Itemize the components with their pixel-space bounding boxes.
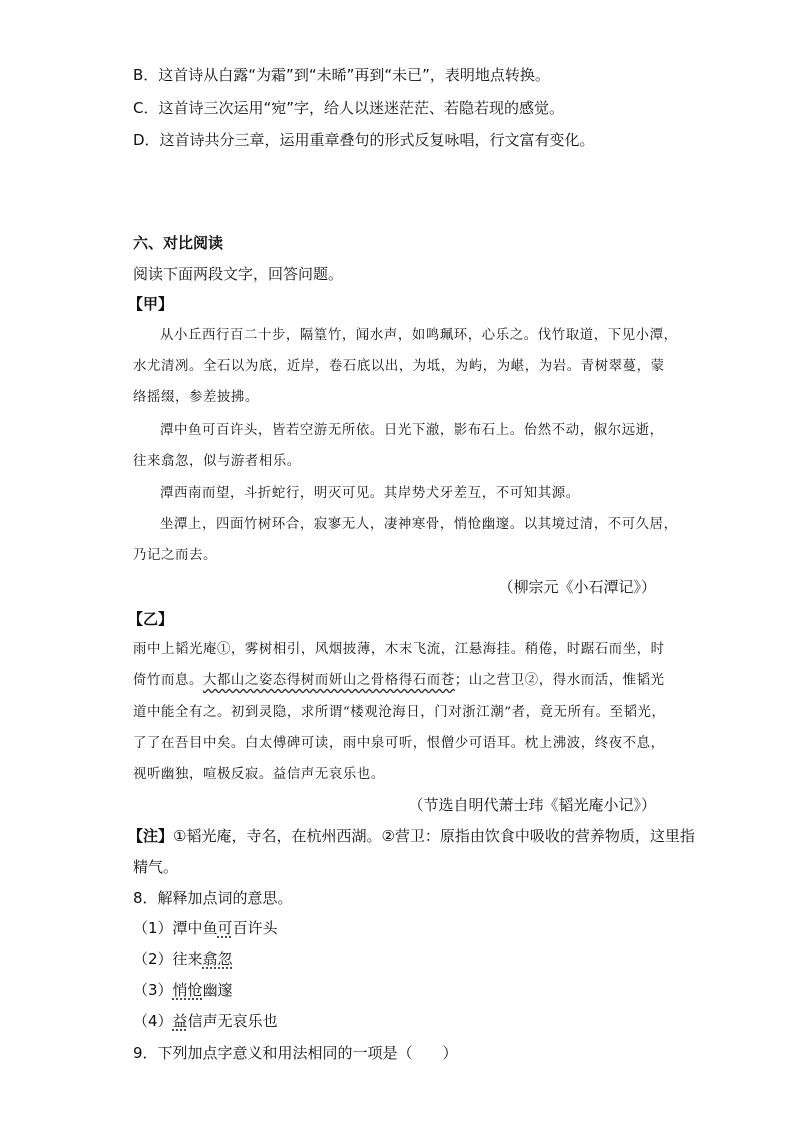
question-8-item <box>133 980 233 1000</box>
item-text: （4） <box>133 1012 173 1030</box>
passage-jia-line: 乃记之而去。 <box>133 548 217 563</box>
section-intro: 阅读下面两段文字，回答问题。 <box>133 265 344 283</box>
option-c: C．这首诗三次运用“宛”字，给人以迷迷茫茫、若隐若现的感觉。 <box>133 99 565 117</box>
item-text: （2）往来 <box>133 950 203 968</box>
item-text: （3） <box>133 981 173 999</box>
question-8-item <box>133 1011 278 1031</box>
note-text: ①韬光庵，寺名，在杭州西湖。②营卫：原指由饮食中吸收的营养物质，这里指 <box>173 827 695 845</box>
passage-yi-line: 雨中上韬光庵①，雾树相引，风烟披薄，木末飞流，江悬海挂。稍倦，时踞石而坐，时 <box>133 642 665 657</box>
item-text: 幽邃 <box>202 981 233 999</box>
passage-jia-line: 从小丘西行百二十步，隔篁竹，闻水声，如鸣珮环，心乐之。伐竹取道，下见小潭， <box>160 328 678 343</box>
passage-jia-line: 水尤清冽。全石以为底，近岸，卷石底以出，为坻，为屿，为嵁，为岩。青树翠蔓，蒙 <box>133 359 665 374</box>
item-text: 信声无哀乐也 <box>187 1012 278 1030</box>
question-8-title: 8．解释加点词的意思。 <box>133 889 293 907</box>
option-d: D．这首诗共分三章，运用重章叠句的形式反复咏唱，行文富有变化。 <box>133 131 595 149</box>
question-9-text: 9．下列加点字意义和用法相同的一项是（ <box>133 1044 413 1062</box>
passage-yi-label: 【乙】 <box>128 610 174 628</box>
passage-yi-line: 视听幽独，喧极反寂。益信声无哀乐也。 <box>133 767 385 782</box>
passage-jia-line: 潭中鱼可百许头，皆若空游无所依。日光下澈，影布石上。佁然不动，俶尔远逝， <box>160 423 664 438</box>
passage-jia-line: 坐潭上，四面竹树环合，寂寥无人，凄神寒骨，悄怆幽邃。以其境过清，不可久居， <box>160 517 678 532</box>
section-title: 六、对比阅读 <box>133 234 224 252</box>
question-8-item <box>133 949 233 969</box>
dotted-word: 悄怆 <box>172 981 203 999</box>
passage-yi-line <box>133 671 665 691</box>
passage-jia-line: 往来翕忽，似与游者相乐。 <box>133 454 301 469</box>
passage-jia-line: 潭西南而望，斗折蛇行，明灭可见。其岸势犬牙差互，不可知其源。 <box>160 486 580 501</box>
question-9-close: ） <box>442 1044 458 1062</box>
question-9-title <box>133 1043 458 1063</box>
wavy-underlined-sentence: 大都山之姿态得树而妍山之骨格得石而苍 <box>202 673 455 688</box>
item-text: （1）潭中鱼 <box>133 919 218 937</box>
passage-jia-line: 络摇缀，参差披拂。 <box>133 390 259 405</box>
option-b: B．这首诗从白露“为霜”到“未晞”再到“未已”，表明地点转换。 <box>133 66 550 84</box>
item-text: 百许头 <box>232 919 278 937</box>
passage-jia-source: （柳宗元《小石潭记》） <box>498 578 656 596</box>
note-label: 【注】 <box>128 827 174 845</box>
dotted-word: 可 <box>217 919 233 937</box>
passage-yi-line: 道中能全有之。初到灵隐，求所谓“楼观沧海日，门对浙江潮”者，竟无所有。至韬光， <box>133 705 666 720</box>
dotted-word: 翕忽 <box>202 950 233 968</box>
passage-jia-label: 【甲】 <box>128 295 174 313</box>
note-line: 精气。 <box>133 858 179 876</box>
passage-yi-line: 了了在吾目中矣。白太傅碑可读，雨中泉可听，恨僧少可语耳。枕上沸波，终夜不息， <box>133 736 665 751</box>
question-8-item <box>133 918 278 938</box>
dotted-word: 益 <box>172 1012 188 1030</box>
passage-yi-source: （节选自明代萧士玮《韬光庵小记》） <box>408 796 656 814</box>
note-line <box>128 826 695 846</box>
passage-yi-text: 倚竹而息。 <box>133 673 203 688</box>
passage-yi-text: ；山之营卫②，得水而活，惟韬光 <box>454 673 665 688</box>
